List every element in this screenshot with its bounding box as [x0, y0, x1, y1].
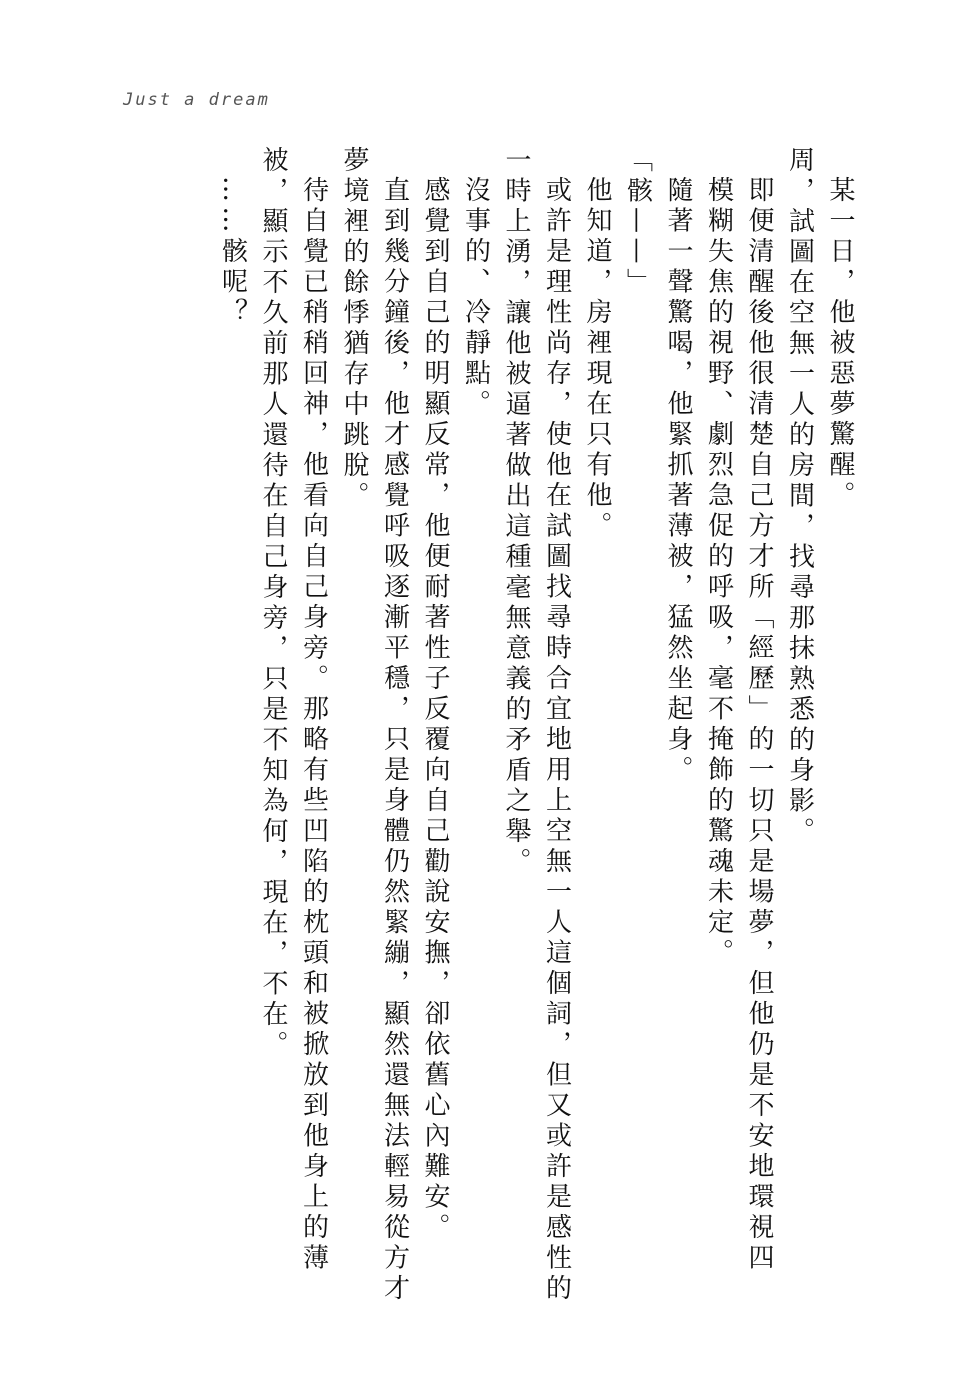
text-line: 被，顯示不久前那人還待在自己身旁，只是不知為何，現在，不在。	[258, 146, 288, 1061]
text-line: 或許是理性尚存，使他在試圖找尋時合宜地用上空無一人這個詞，但又或許是感性的	[541, 176, 572, 1305]
text-line: 某一日，他被惡夢驚醒。	[825, 176, 855, 512]
text-line: 「骸——」	[622, 146, 653, 299]
text-line: ……骸呢？	[217, 176, 248, 329]
text-line: 直到幾分鐘後，他才感覺呼吸逐漸平穩，只是身體仍然緊繃，顯然還無法輕易從方才	[379, 176, 410, 1305]
text-line: 他知道，房裡現在只有他。	[582, 176, 612, 542]
text-line: 夢境裡的餘悸猶存中跳脫。	[339, 146, 369, 512]
page-header: Just a dream	[123, 90, 270, 110]
text-line: 隨著一聲驚喝，他緊抓著薄被，猛然坐起身。	[663, 176, 693, 786]
text-line: 模糊失焦的視野、劇烈急促的呼吸，毫不掩飾的驚魂未定。	[703, 176, 734, 969]
text-line: 沒事的、冷靜點。	[460, 176, 491, 420]
text-line: 感覺到自己的明顯反常，他便耐著性子反覆向自己勸說安撫，卻依舊心內難安。	[420, 176, 450, 1244]
text-line: 一時上湧，讓他被逼著做出這種毫無意義的矛盾之舉。	[501, 146, 531, 878]
vertical-text-body	[212, 146, 860, 1305]
text-line: 待自覺已稍稍回神，他看向自己身旁。那略有些凹陷的枕頭和被掀放到他身上的薄	[298, 176, 329, 1274]
text-line: 即便清醒後他很清楚自己方才所「經歷」的一切只是場夢，但他仍是不安地環視四	[744, 176, 774, 1274]
text-line: 周，試圖在空無一人的房間，找尋那抹熟悉的身影。	[784, 146, 815, 848]
